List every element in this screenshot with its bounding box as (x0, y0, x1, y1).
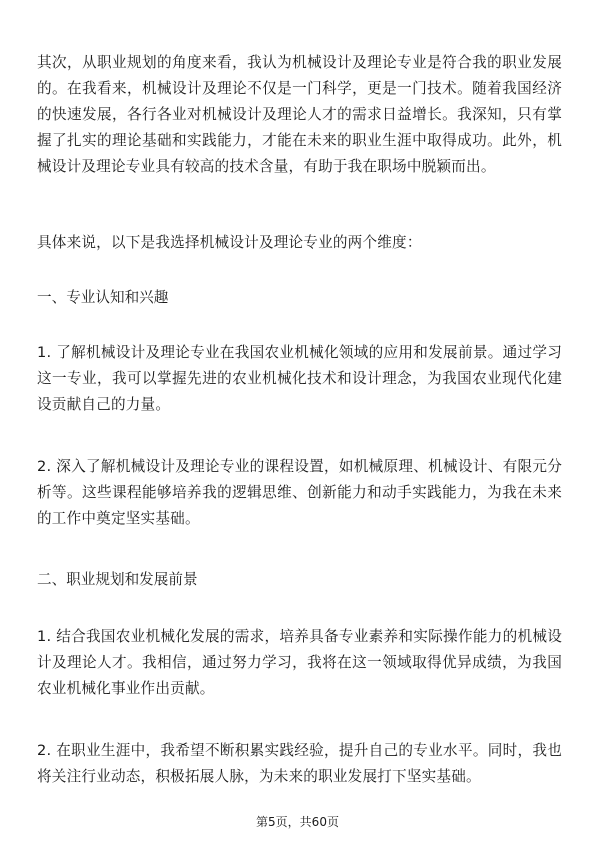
paragraph-two-dimensions-intro: 具体来说，以下是我选择机械设计及理论专业的两个维度： (37, 234, 422, 251)
paragraph-career-planning: 其次，从职业规划的角度来看，我认为机械设计及理论专业是符合我的职业发展的。在我看来，机械设计及理论不仅是一门科学，更是一门技术。随着我国经济的快速发展，各行各业对机械设计及理论人才的需求日益增长。我深知，只有掌握了扎实的理论基础和实践能力，才能在未来的职业生涯中取得成功。此外，机械设计及理论专业具有较高的技术含量，有助于我在职场中脱颖而出。 (37, 54, 562, 175)
section-heading-cognition-interest: 一、专业认知和兴趣 (37, 289, 169, 306)
paragraph-item-1-needs: 1. 结合我国农业机械化发展的需求，培养具备专业素养和实际操作能力的机械设计及理论人才。我相信，通过努力学习，我将在这一领域取得优异成绩，为我国农业机械化事业作出贡献。 (37, 628, 562, 697)
paragraph-item-2-curriculum: 2. 深入了解机械设计及理论专业的课程设置，如机械原理、机械设计、有限元分析等。这些课程能够培养我的逻辑思维、创新能力和动手实践能力，为我在未来的工作中奠定坚实基础。 (37, 458, 562, 527)
page-number-footer: 第5页，共60页 (256, 815, 339, 829)
paragraph-item-1-application: 1. 了解机械设计及理论专业在我国农业机械化领域的应用和发展前景。通过学习这一专业，我可以掌握先进的农业机械化技术和设计理念，为我国农业现代化建设贡献自己的力量。 (37, 344, 562, 413)
section-heading-career-prospects: 二、职业规划和发展前景 (37, 571, 198, 588)
paragraph-item-2-experience: 2. 在职业生涯中，我希望不断积累实践经验，提升自己的专业水平。同时，我也将关注行业动态，积极拓展人脉，为未来的职业发展打下坚实基础。 (37, 742, 562, 785)
